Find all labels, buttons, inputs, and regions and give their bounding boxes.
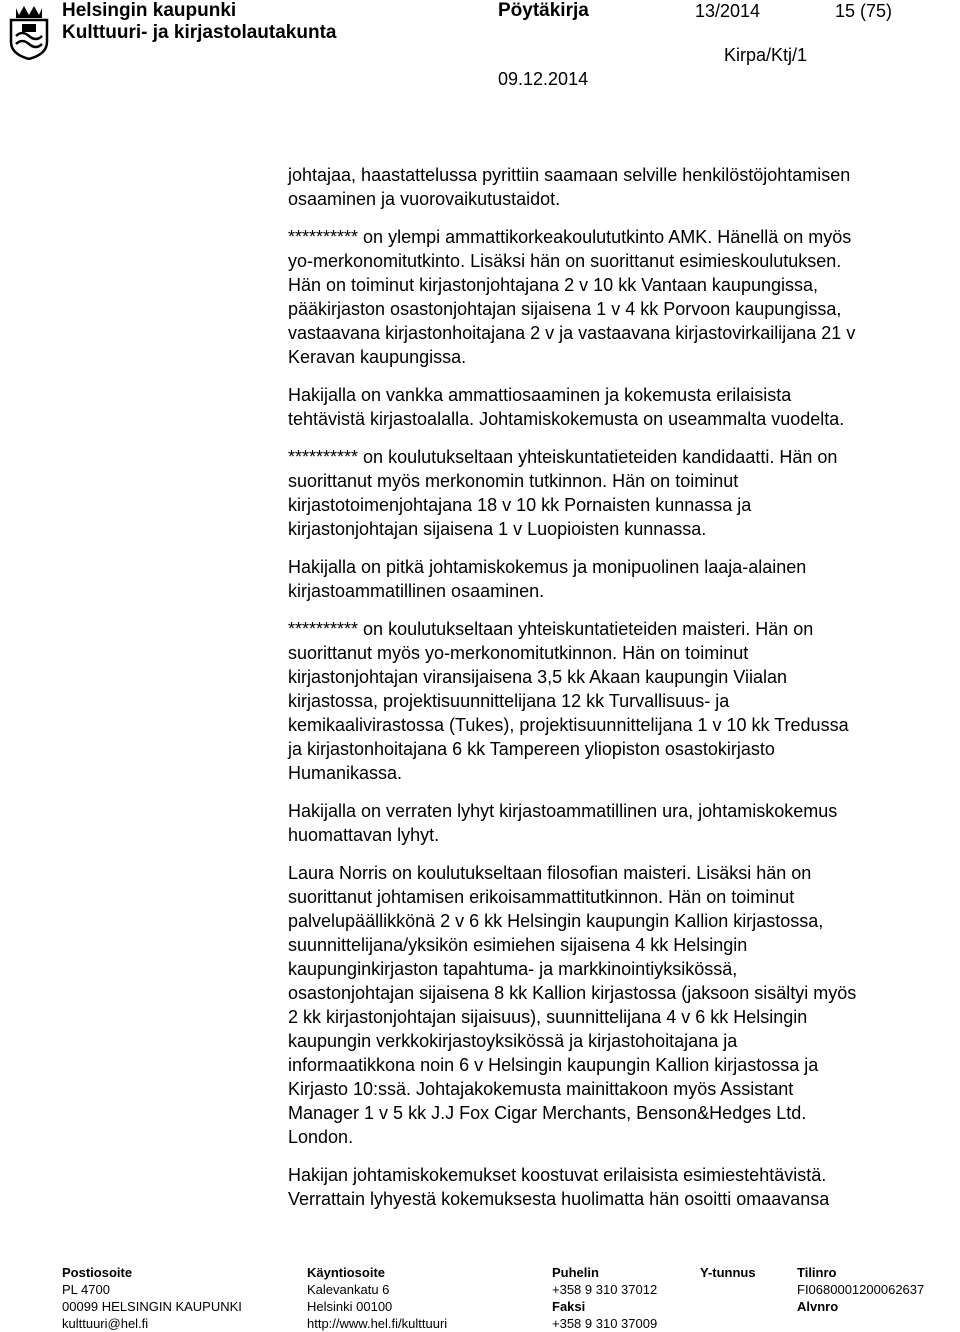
footer-postal-address: Postiosoite PL 4700 00099 HELSINGIN KAUPUNKI kulttuuri@hel.fi: [62, 1265, 242, 1331]
document-type: Pöytäkirja: [498, 0, 589, 21]
paragraph: Hakijan johtamiskokemukset koostuvat erilaisista esimiestehtävistä. Verrattain lyhyestä kokemuksesta huolimatta hän osoitti omaavansa: [288, 1165, 830, 1209]
document-body: [288, 163, 948, 1225]
paragraph: ********** on ylempi ammattikorkeakoulututkinto AMK. Hänellä on myös yo-merkonomitutkinto. Lisäksi hän on suorittanut esimieskoulutuksen. Hän on toiminut kirjastonjohtajana 2 v 10 kk Vantaan kaupungissa, pääkirjaston osastonjohtajan sijaisena 1 v 4 kk Porvoon kaupungissa, vastaavana kirjastonhoitajana 2 v ja vastaavana kirjastovirkailijana 21 v Keravan kaupungissa.: [288, 227, 856, 367]
paragraph: Laura Norris on koulutukseltaan filosofian maisteri. Lisäksi hän on suorittanut johtamisen erikoisammattitutkinnon. Hän on toiminut palvelupäällikkönä 2 v 6 kk Helsingin kaupungin Kallion kirjastossa, suunnittelijana/yksikön esimiehen sijaisena 4 kk Helsingin kaupunginkirjaston tapahtuma- ja markkinointiyksikössä, osastonjohtajan sijaisena 8 kk Kallion kirjastossa (jaksoon sisältyi myös 2 kk kirjastonjohtajan sijaisuus), suunnittelijana 4 v 6 kk Helsingin kaupungin verkkokirjastoyksikössä ja kirjastohoitajana ja informaatikkona noin 6 v Helsingin kaupungin Kallion kirjastossa ja Kirjasto 10:ssä. Johtajakokemusta mainittakoon myös Assistant Manager 1 v 5 kk J.J Fox Cigar Merchants, Benson&Hedges Ltd. London.: [288, 863, 857, 1147]
document-number: 13/2014: [695, 1, 761, 21]
paragraph: Hakijalla on pitkä johtamiskokemus ja monipuolinen laaja-alainen kirjastoammatillinen osaaminen.: [288, 557, 807, 601]
paragraph: ********** on koulutukseltaan yhteiskuntatieteiden kandidaatti. Hän on suorittanut myös merkonomin tutkinnon. Hän on toiminut kirjastotoimenjohtajana 18 v 10 kk Pornaisten kunnassa ja kirjastonjohtajan sijaisena 1 v Luopioisten kunnassa.: [288, 447, 838, 539]
paragraph: Hakijalla on vankka ammattiosaaminen ja kokemusta erilaisista tehtävistä kirjastoalalla. Johtamiskokemusta on useammalta vuodelta.: [288, 385, 845, 429]
footer-visiting-address: Käyntiosoite Kalevankatu 6 Helsinki 00100 http://www.hel.fi/kulttuuri: [307, 1265, 448, 1331]
footer-phone: Puhelin +358 9 310 37012 Faksi +358 9 310 37009: [552, 1265, 658, 1331]
footer-account: Tilinro FI0680001200062637 Alvnro: [797, 1265, 925, 1314]
page-number: 15 (75): [835, 1, 893, 21]
footer-business-id: Y-tunnus: [700, 1265, 756, 1280]
paragraph: Hakijalla on verraten lyhyt kirjastoammatillinen ura, johtamiskokemus huomattavan lyhyt.: [288, 801, 838, 845]
helsinki-crest-logo: [8, 2, 50, 60]
org-name: Helsingin kaupunki: [62, 0, 237, 21]
committee-name: Kulttuuri- ja kirjastolautakunta: [62, 22, 337, 43]
meeting-date: 09.12.2014: [498, 69, 589, 89]
paragraph: johtajaa, haastattelussa pyrittiin saamaan selville henkilöstöjohtamisen osaaminen ja vuorovaikutustaidot.: [288, 165, 851, 209]
paragraph: ********** on koulutukseltaan yhteiskuntatieteiden maisteri. Hän on suorittanut myös yo-merkonomitutkinnon. Hän on toiminut kirjastonjohtajan viransijaisena 3,5 kk Akaan kaupungin Viialan kirjastossa, projektisuunnittelijana 12 kk Turvallisuus- ja kemikaalivirastossa (Tukes), projektisuunnittelijana 1 v 10 kk Tredussa ja kirjastonhoitajana 6 kk Tampereen yliopiston osastokirjasto Humanikassa.: [288, 619, 849, 783]
reference-code: Kirpa/Ktj/1: [724, 45, 808, 65]
